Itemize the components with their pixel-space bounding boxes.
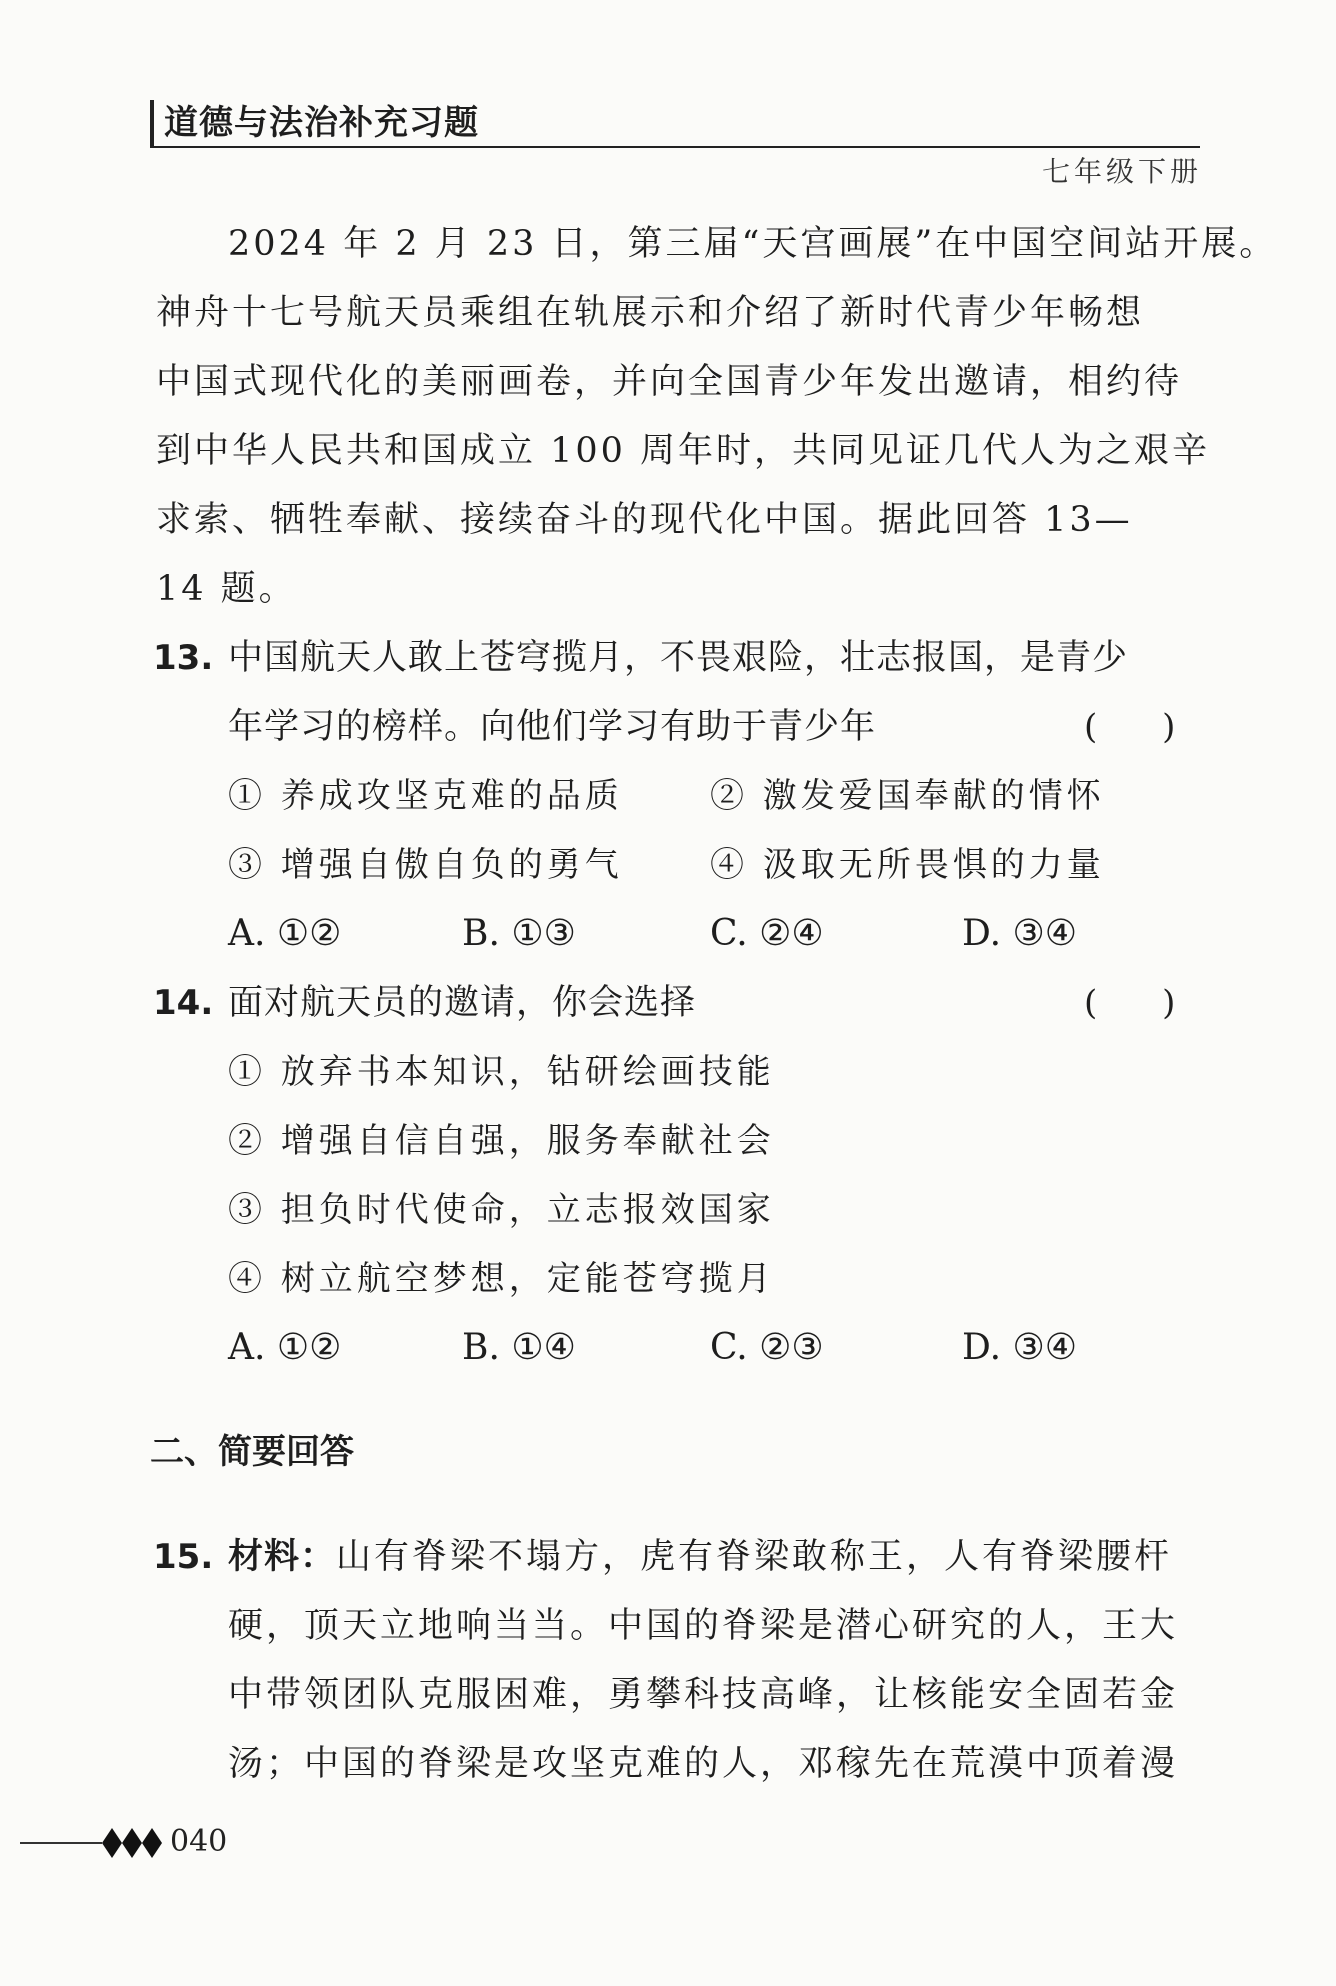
question-13-answer-blank[interactable]: ( ) — [1084, 707, 1176, 747]
intro-line-6: 14 题。 — [156, 569, 297, 609]
footer-rule — [20, 1842, 102, 1844]
intro-line-4: 到中华人民共和国成立 100 周年时，共同见证几代人为之艰辛 — [156, 431, 1211, 471]
intro-line-2: 神舟十七号航天员乘组在轨展示和介绍了新时代青少年畅想 — [156, 293, 1145, 333]
intro-line-1: 2024 年 2 月 23 日，第三届“天宫画展”在中国空间站开展。 — [228, 224, 1278, 264]
question-13-choice-c[interactable]: C. ②④ — [710, 913, 824, 954]
material-label: 材料： — [228, 1537, 337, 1577]
intro-line-5: 求索、牺牲奉献、接续奋斗的现代化中国。据此回答 13— — [156, 500, 1133, 540]
question-15-number: 15. — [153, 1537, 214, 1577]
question-14-item-1: ① 放弃书本知识，钻研绘画技能 — [228, 1052, 775, 1092]
question-13-item-3: ③ 增强自傲自负的勇气 — [228, 845, 623, 885]
question-15-line-2: 硬，顶天立地响当当。中国的脊梁是潜心研究的人，王大 — [228, 1606, 1179, 1646]
header-rule — [150, 146, 1200, 148]
question-15-text-1: 山有脊梁不塌方，虎有脊梁敢称王，人有脊梁腰杆 — [336, 1537, 1173, 1577]
book-title: 道德与法治补充习题 — [164, 103, 479, 143]
question-14-number: 14. — [153, 983, 214, 1023]
grade-label: 七年级下册 — [1041, 155, 1202, 188]
question-13-choice-a[interactable]: A. ①② — [228, 913, 342, 954]
question-13-choice-d[interactable]: D. ③④ — [962, 913, 1078, 954]
question-14-item-2: ② 增强自信自强，服务奉献社会 — [228, 1121, 775, 1161]
question-13-number: 13. — [153, 638, 214, 678]
question-15-line-3: 中带领团队克服困难，勇攀科技高峰，让核能安全固若金 — [228, 1675, 1179, 1715]
question-14-choice-b[interactable]: B. ①④ — [462, 1327, 576, 1368]
diamond-ornament-icon — [102, 1826, 162, 1860]
question-15-line-1 — [228, 1533, 1172, 1581]
question-13-stem-2: 年学习的榜样。向他们学习有助于青少年 — [228, 707, 877, 747]
question-13-item-2: ② 激发爱国奉献的情怀 — [710, 776, 1105, 816]
page-number: 040 — [170, 1824, 228, 1859]
question-14-stem: 面对航天员的邀请，你会选择 — [228, 983, 697, 1023]
question-14-item-3: ③ 担负时代使命，立志报效国家 — [228, 1190, 775, 1230]
question-14-choice-a[interactable]: A. ①② — [228, 1327, 342, 1368]
section-title: 二、简要回答 — [150, 1432, 354, 1472]
question-15-line-4: 汤；中国的脊梁是攻坚克难的人，邓稼先在荒漠中顶着漫 — [228, 1744, 1179, 1784]
question-13-choice-b[interactable]: B. ①③ — [462, 913, 576, 954]
question-14-choice-d[interactable]: D. ③④ — [962, 1327, 1078, 1368]
intro-line-3: 中国式现代化的美丽画卷，并向全国青少年发出邀请，相约待 — [156, 362, 1183, 402]
question-14-item-4: ④ 树立航空梦想，定能苍穹揽月 — [228, 1259, 775, 1299]
question-13-stem-1: 中国航天人敢上苍穹揽月，不畏艰险，壮志报国，是青少 — [228, 638, 1129, 678]
header-bar — [150, 100, 154, 146]
question-14-choice-c[interactable]: C. ②③ — [710, 1327, 824, 1368]
question-13-item-1: ① 养成攻坚克难的品质 — [228, 776, 623, 816]
question-13-item-4: ④ 汲取无所畏惧的力量 — [710, 845, 1105, 885]
question-14-answer-blank[interactable]: ( ) — [1084, 983, 1176, 1023]
